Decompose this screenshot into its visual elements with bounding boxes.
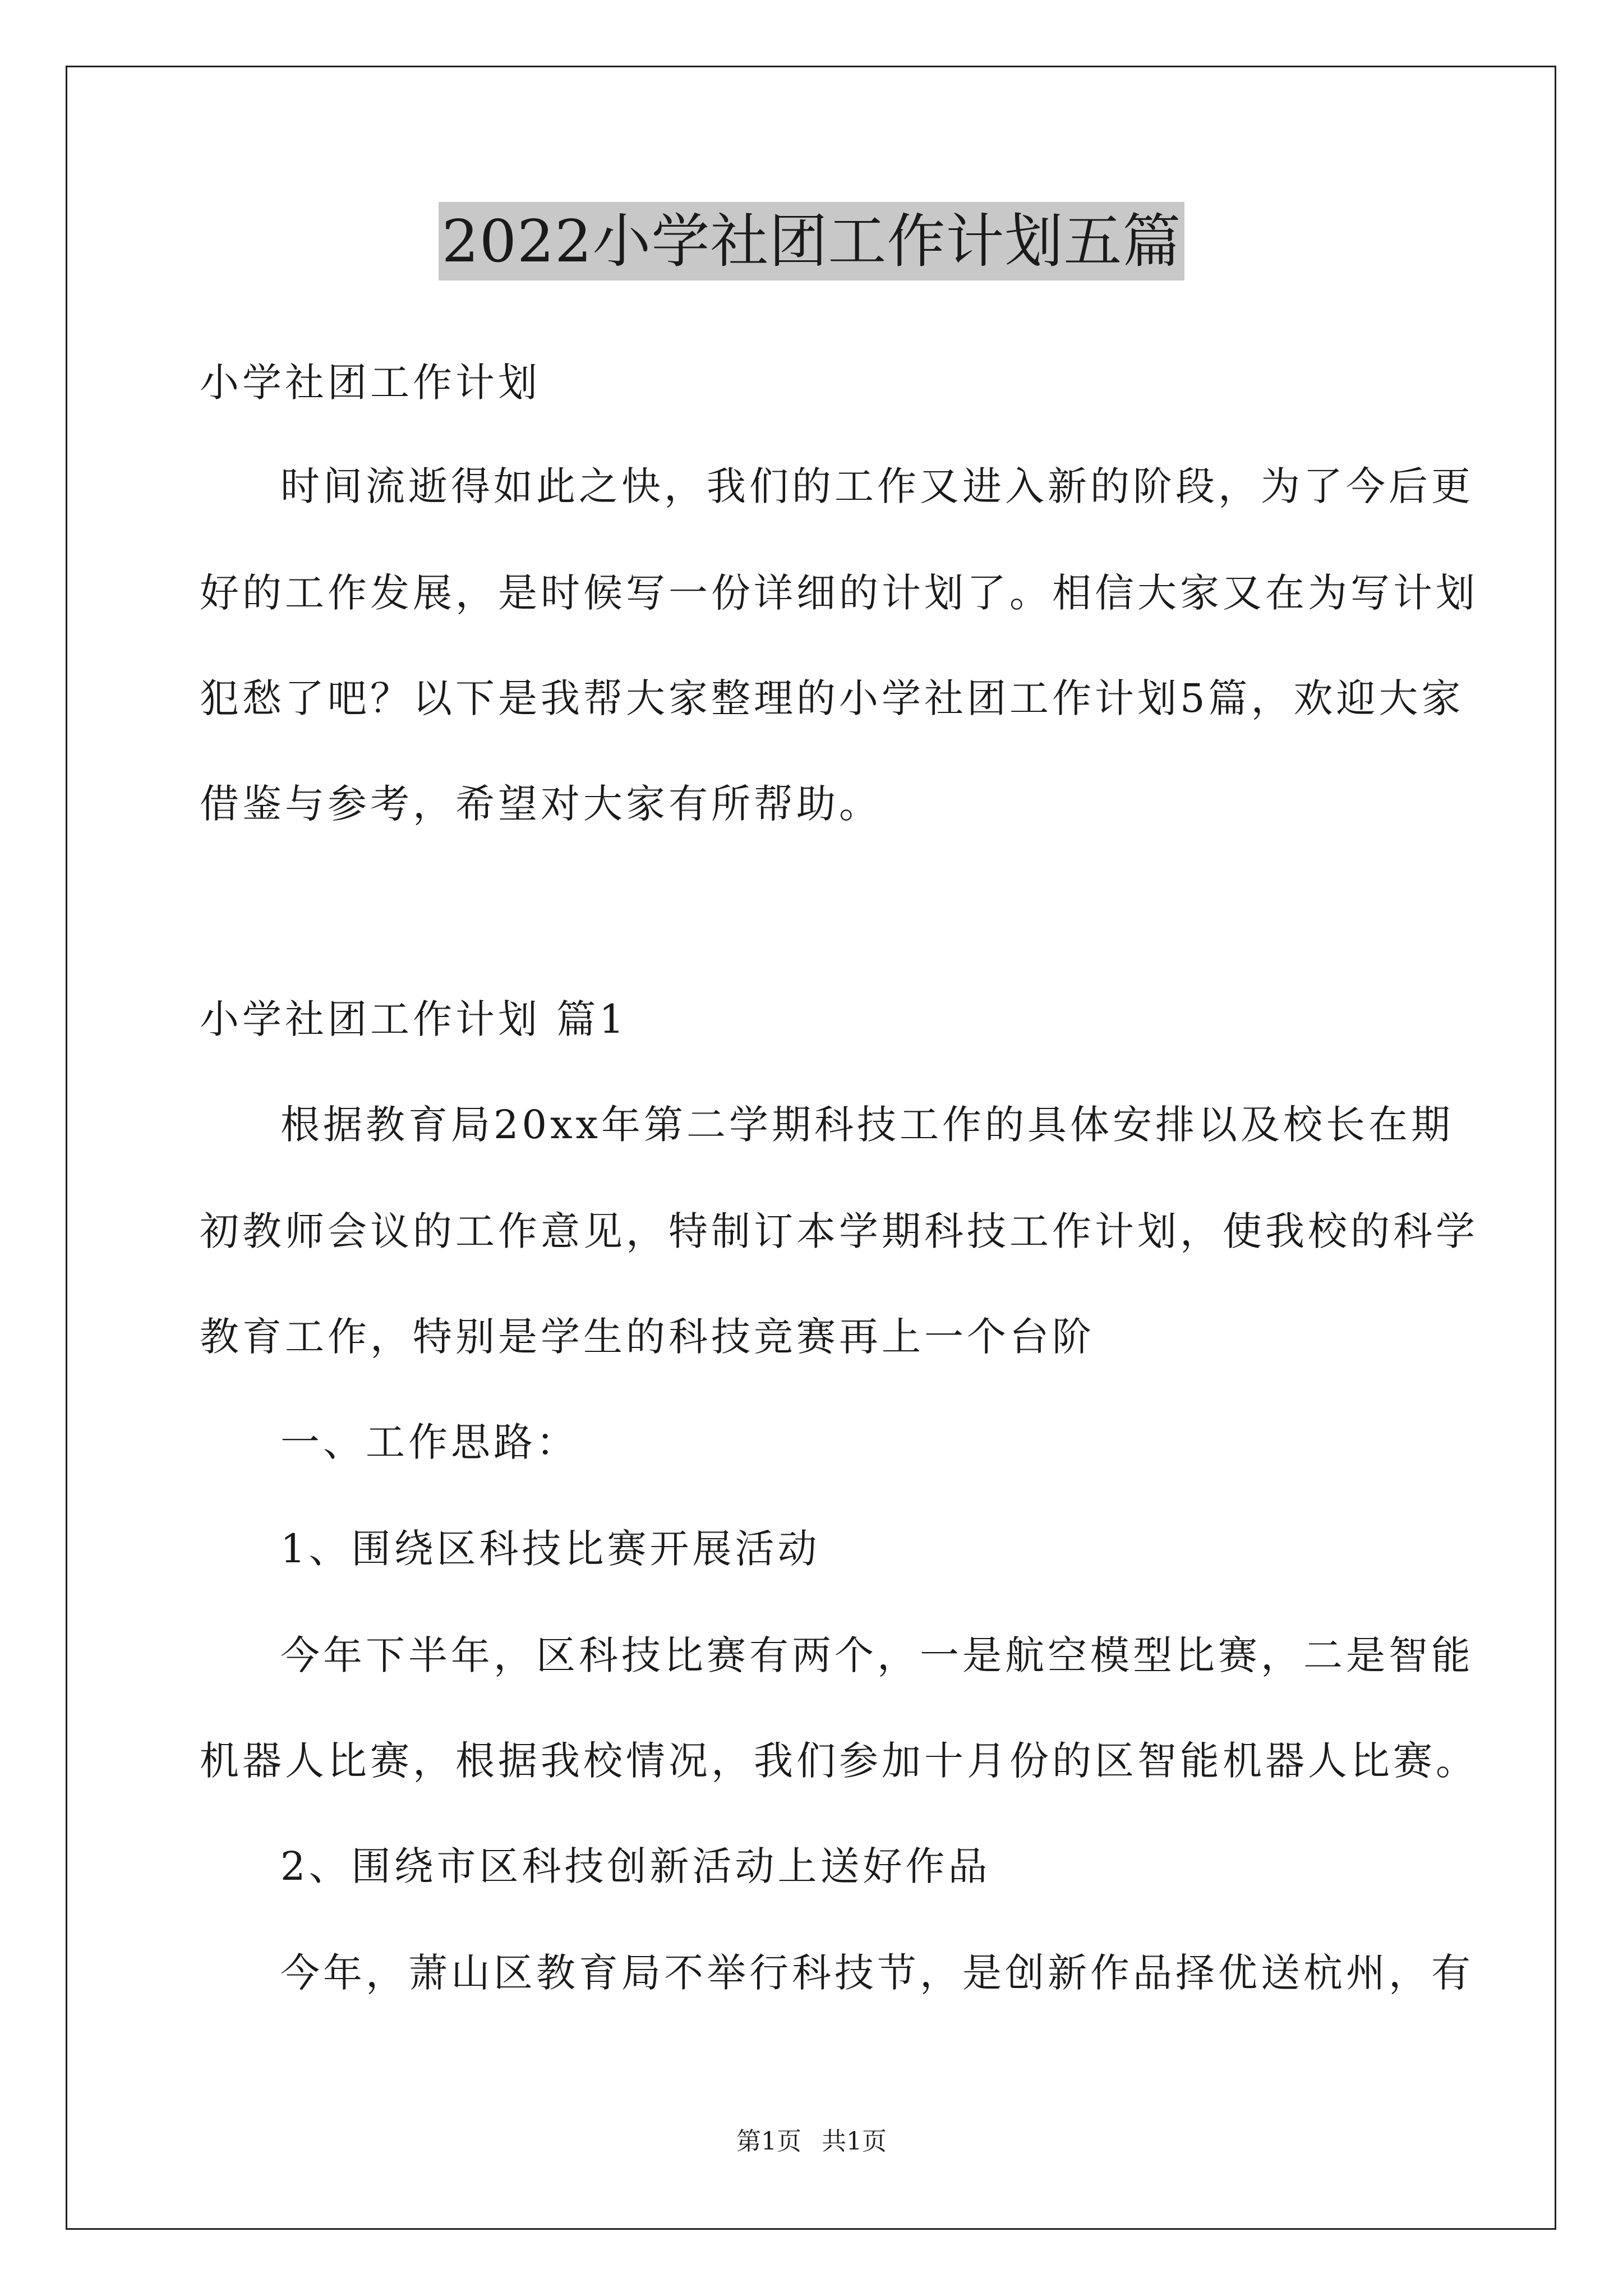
subheading-line: 2、围绕市区科技创新活动上送好作品 (280, 1843, 991, 1889)
subheading-line: 一、工作思路： (280, 1419, 579, 1465)
paragraph-line: 初教师会议的工作意见，特制订本学期科技工作计划，使我校的科学 (200, 1208, 1478, 1254)
paragraph-line: 借鉴与参考，希望对大家有所帮助。 (200, 781, 882, 827)
page-total: 共1页 (822, 2127, 887, 2156)
section-heading: 小学社团工作计划 (200, 360, 541, 406)
paragraph-line: 今年下半年，区科技比赛有两个，一是航空模型比赛，二是智能 (280, 1632, 1474, 1678)
page-footer (0, 2125, 1623, 2159)
paragraph-line: 机器人比赛，根据我校情况，我们参加十月份的区智能机器人比赛。 (200, 1738, 1478, 1784)
paragraph-line: 根据教育局20xx年第二学期科技工作的具体安排以及校长在期 (280, 1102, 1454, 1148)
paragraph-line: 教育工作，特别是学生的科技竞赛再上一个台阶 (200, 1314, 1095, 1360)
subheading-line: 1、围绕区科技比赛开展活动 (280, 1526, 820, 1572)
page-number: 第1页 (736, 2127, 801, 2156)
section-heading: 小学社团工作计划 篇1 (200, 996, 628, 1042)
paragraph-line: 时间流逝得如此之快，我们的工作又进入新的阶段，为了今后更 (280, 463, 1474, 509)
document-title: 2022小学社团工作计划五篇 (439, 202, 1185, 280)
paragraph-line: 今年，萧山区教育局不举行科技节，是创新作品择优送杭州，有 (280, 1950, 1474, 1996)
title-container (0, 202, 1623, 280)
paragraph-line: 好的工作发展，是时候写一份详细的计划了。相信大家又在为写计划 (200, 570, 1478, 616)
paragraph-line: 犯愁了吧？以下是我帮大家整理的小学社团工作计划5篇，欢迎大家 (200, 675, 1464, 721)
